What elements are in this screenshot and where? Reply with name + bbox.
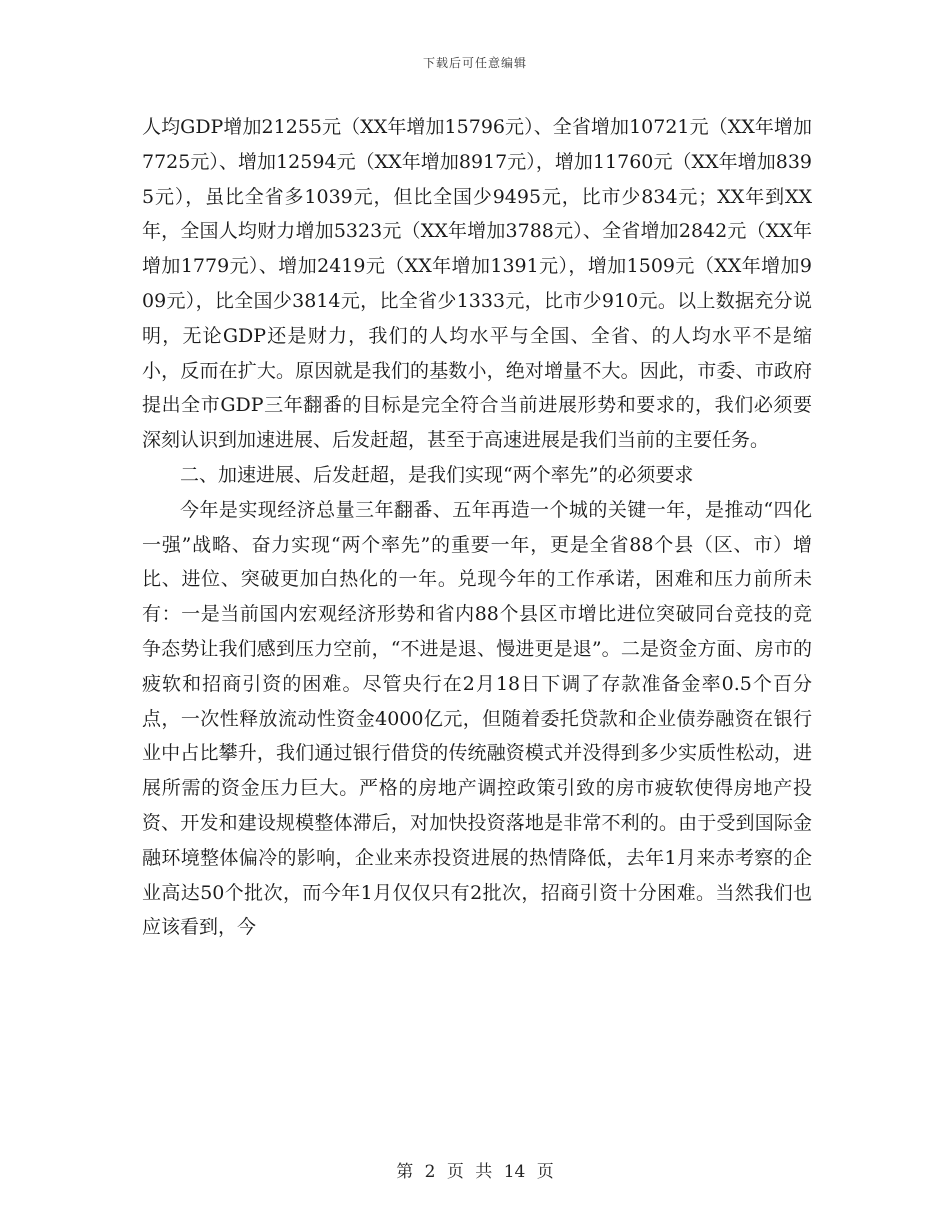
body-paragraph-1: 人均GDP增加21255元（XX年增加15796元）、全省增加10721元（XX年增加7725元）、增加12594元（XX年增加8917元），增加11760元（XX年增加8395元），虽比全省多1039元，但比全国少9495元，比市少834元；XX年到XX年，全国人均财力增加5323元（XX年增加3788元）、全省增加2842元（XX年增加1779元）、增加2419元（XX年增加1391元），增加1509元（XX年增加909元），比全国少3814元，比全省少1333元，比市少910元。以上数据充分说明，无论GDP还是财力，我们的人均水平与全国、全省、的人均水平不是缩小，反而在扩大。原因就是我们的基数小，绝对增量不大。因此，市委、市政府提出全市GDP三年翻番的目标是完全符合当前进展形势和要求的，我们必须要深刻认识到加速进展、后发赶超，甚至于高速进展是我们当前的主要任务。 xyxy=(142,116,812,452)
document-body xyxy=(142,110,812,945)
body-paragraph-2: 今年是实现经济总量三年翻番、五年再造一个城的关键一年，是推动“四化一强”战略、奋力实现“两个率先”的重要一年，更是全省88个县（区、市）增比、进位、突破更加白热化的一年。兑现今年的工作承诺，困难和压力前所未有：一是当前国内宏观经济形势和省内88个县区市增比进位突破同台竞技的竞争态势让我们感到压力空前，“不进是退、慢进更是退”。二是资金方面、房市的疲软和招商引资的困难。尽管央行在2月18日下调了存款准备金率0.5个百分点，一次性释放流动性资金4000亿元，但随着委托贷款和企业债券融资在银行业中占比攀升，我们通过银行借贷的传统融资模式并没得到多少实质性松动，进展所需的资金压力巨大。严格的房地产调控政策引致的房市疲软使得房地产投资、开发和建设规模整体滞后，对加快投资落地是非常不利的。由于受到国际金融环境整体偏冷的影响，企业来赤投资进展的热情降低，去年1月来赤考察的企业高达50个批次，而今年1月仅仅只有2批次，招商引资十分困难。当然我们也应该看到，今 xyxy=(142,498,812,939)
page-footer: 第 2 页 共 14 页 xyxy=(396,1162,554,1182)
page-header: 下载后可任意编辑 xyxy=(422,56,527,70)
section-heading: 二、加速进展、后发赶超，是我们实现“两个率先”的必须要求 xyxy=(180,463,694,486)
